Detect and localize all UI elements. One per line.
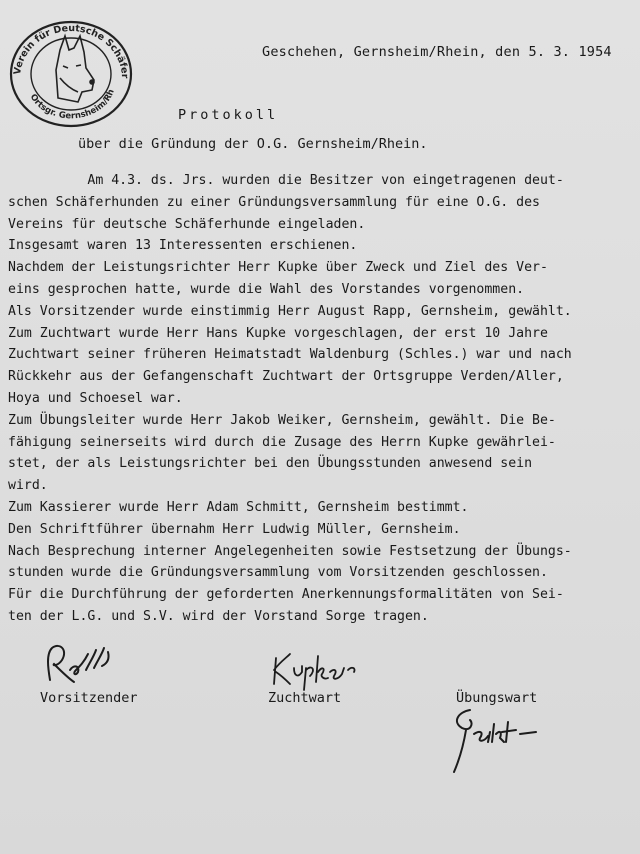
breeding-label: Zuchtwart xyxy=(268,690,342,706)
body-line: stet, der als Leistungsrichter bei den Übungsstunden anwesend sein xyxy=(8,456,533,472)
stamp-outer-text: Verein für Deutsche Schäfer xyxy=(12,23,131,79)
place-date-line: Geschehen, Gernsheim/Rhein, den 5. 3. 1954 xyxy=(262,44,612,60)
club-stamp xyxy=(6,18,136,130)
body-line: Insgesamt waren 13 Interessenten erschienen. xyxy=(8,238,358,254)
body-line: Nach Besprechung interner Angelegenheiten sowie Festsetzung der Übungs- xyxy=(8,543,572,559)
body-line: Als Vorsitzender wurde einstimmig Herr August Rapp, Gernsheim, gewählt. xyxy=(8,303,572,319)
body-line: fähigung seinerseits wird durch die Zusage des Herrn Kupke gewährlei- xyxy=(8,434,556,450)
document-title: Protokoll xyxy=(178,107,279,123)
body-line: ten der L.G. und S.V. wird der Vorstand Sorge tragen. xyxy=(8,608,429,624)
body-line: Für die Durchführung der geforderten Anerkennungsformalitäten von Sei- xyxy=(8,587,564,603)
stamp-inner-text: Ortsgr. Gernsheim/Rh xyxy=(27,87,117,122)
training-signature xyxy=(440,702,550,780)
body-line: wird. xyxy=(8,478,48,494)
body-line: eins gesprochen hatte, wurde die Wahl des Vorstandes vorgenommen. xyxy=(8,281,525,297)
body-line: schen Schäferhunden zu einer Gründungsversammlung für eine O.G. des xyxy=(8,194,540,210)
body-line: Zum Übungsleiter wurde Herr Jakob Weiker, Gernsheim, gewählt. Die Be- xyxy=(8,412,556,428)
dog-head-icon xyxy=(56,36,94,102)
body-line: Zum Zuchtwart wurde Herr Hans Kupke vorgeschlagen, der erst 10 Jahre xyxy=(8,325,548,341)
body-line: Hoya und Schoesel war. xyxy=(8,390,183,406)
body-line: Den Schriftführer übernahm Herr Ludwig Müller, Gernsheim. xyxy=(8,521,461,537)
document-subtitle: über die Gründung der O.G. Gernsheim/Rhein. xyxy=(78,136,428,152)
body-line: Nachdem der Leistungsrichter Herr Kupke über Zweck und Ziel des Ver- xyxy=(8,260,548,276)
training-label: Übungswart xyxy=(456,690,538,706)
chair-label: Vorsitzender xyxy=(40,690,138,706)
body-line: Vereins für deutsche Schäferhunde eingeladen. xyxy=(8,216,366,232)
protocol-body xyxy=(8,170,633,628)
chair-signature xyxy=(40,640,130,690)
body-line: stunden wurde die Gründungsversammlung vom Vorsitzenden geschlossen. xyxy=(8,565,548,581)
breeding-signature xyxy=(268,648,358,692)
body-line: Am 4.3. ds. Jrs. wurden die Besitzer von eingetragenen deut- xyxy=(8,173,564,188)
body-line: Zuchtwart seiner früheren Heimatstadt Waldenburg (Schles.) war und nach xyxy=(8,347,572,363)
body-line: Zum Kassierer wurde Herr Adam Schmitt, Gernsheim bestimmt. xyxy=(8,499,469,515)
body-line: Rückkehr aus der Gefangenschaft Zuchtwart der Ortsgruppe Verden/Aller, xyxy=(8,369,564,385)
